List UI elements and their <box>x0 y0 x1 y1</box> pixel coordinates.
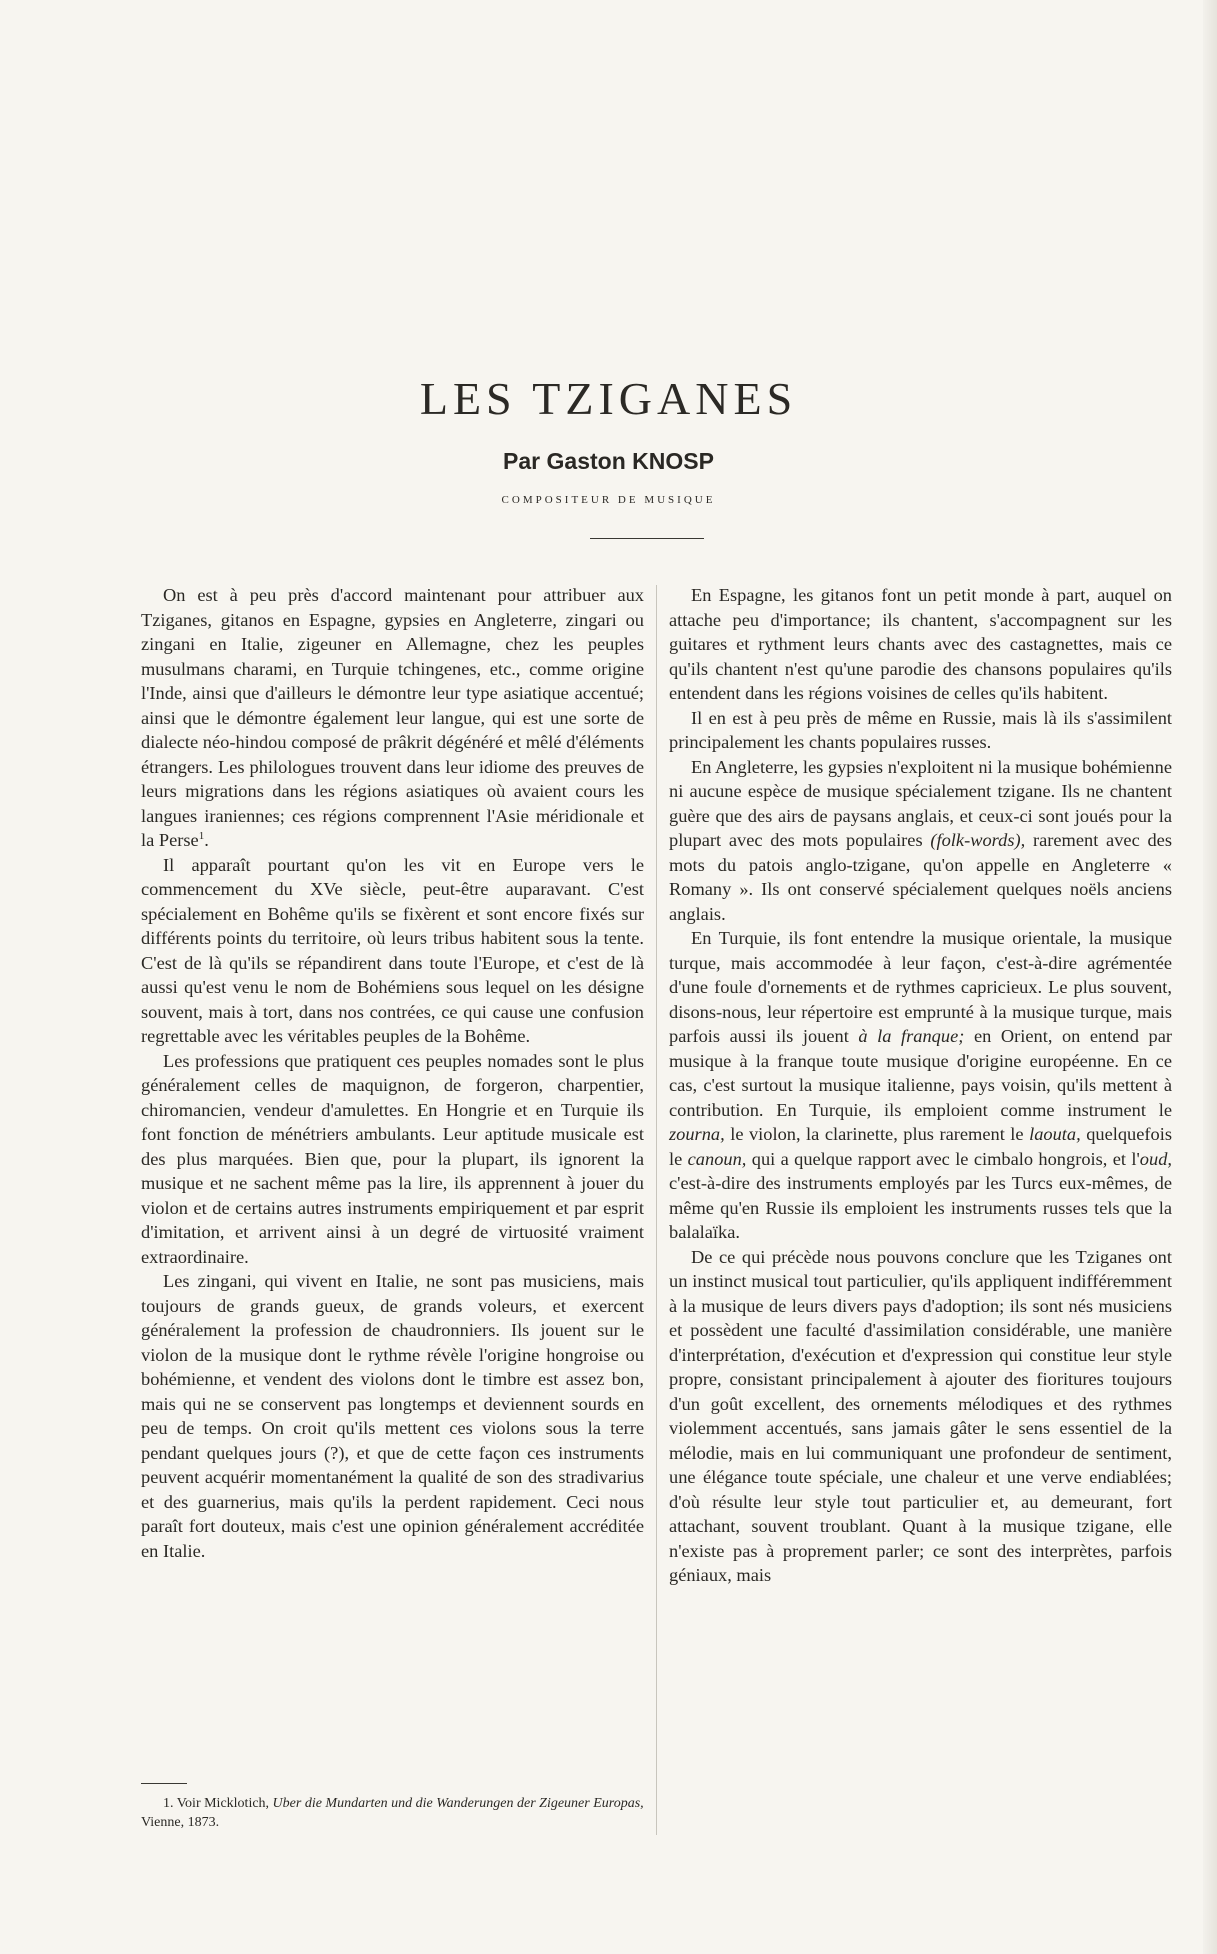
paragraph: Il apparaît pourtant qu'on les vit en Europe vers le commencement du XVe siècle, peut-être auparavant. C'est spécialement en Bohême qu'ils se fixèrent et sont encore fixés sur différents points du territoire, où leurs tribus habitent sous la tente. C'est de là qu'ils se répandirent dans toute l'Europe, et c'est de là aussi qu'est venu le nom de Bohémiens sous lequel on les désigne souvent, mais à tort, dans nos contrées, ce qui cause une confusion regrettable avec les véritables peuples de la Bohême. <box>141 854 644 1046</box>
italic-term: zourna, <box>669 1124 725 1144</box>
paragraph-text: le violon, la clarinette, plus rarement le <box>730 1124 1024 1144</box>
italic-term: laouta, <box>1029 1124 1081 1144</box>
paragraph-text: rarement avec des mots du patois anglo-tzigane, qu'on appelle en Angleterre « Romany ». Ils ont conservé spécialement quelques noëls anciens anglais. <box>669 830 1172 924</box>
footnote <box>141 1794 644 1832</box>
footnote-divider <box>141 1783 187 1784</box>
paragraph: Les professions que pratiquent ces peuples nomades sont le plus généralement celles de maquignon, de forgeron, charpentier, chiromancien, vendeur d'amulettes. En Hongrie et en Turquie ils font fonction de ménétriers ambulants. Leur aptitude musicale est des plus marquées. Bien que, pour la plupart, ils ignorent la musique et ne sachent même pas la lire, ils apprennent à jouer du violon et de certains autres instruments empiriquement et par esprit d'imitation, et arrivent ainsi à un degré de virtuosité vraiment extraordinaire. <box>141 1050 644 1267</box>
paragraph-text: en Orient, on entend par musique à la franque toute musique d'origine européenne. En ce cas, c'est surtout la musique italienne, pays voisin, qu'ils mettent à contribution. En Turquie, ils emploient comme instrument le <box>669 1026 1172 1120</box>
paragraph-text: quelquefois le <box>669 1124 1172 1169</box>
article-title: LES TZIGANES <box>419 373 798 424</box>
footnote-text: Voir Micklotich, <box>176 1796 270 1811</box>
column-divider <box>656 585 657 1835</box>
paragraph-text: c'est-à-dire des instruments employés par les Turcs eux-mêmes, de même qu'en Russie ils emploient les instruments russes tels que la balalaïka. <box>669 1173 1172 1242</box>
italic-term: à la franque; <box>858 1026 965 1046</box>
italic-term: oud, <box>1139 1148 1172 1169</box>
title-divider <box>590 538 704 539</box>
italic-term: canoun, <box>687 1148 747 1169</box>
paragraph-text: En Turquie, ils font entendre la musique orientale, la musique turque, mais accommodée à leur façon, c'est-à-dire agrémentée d'une foule d'ornements et de rythmes capricieux. Le plus souvent, disons-nous, leur répertoire est emprunté à la musique turque, mais parfois aussi ils jouent <box>669 928 1172 1046</box>
right-column <box>669 583 1172 1588</box>
author-byline: Par Gaston KNOSP <box>503 448 714 474</box>
paragraph-text: On est à peu près d'accord maintenant pour attribuer aux Tziganes, gitanos en Espagne, gypsies en Angleterre, zingari ou zingani en Italie, zigeuner en Allemagne, chez les peuples musulmans charami, en Turquie tchingenes, etc., comme origine l'Inde, ainsi que d'ailleurs le démontre leur type asiatique accentué; ainsi que le démontre également leur langue, qui est une sorte de dialecte néo-hindou composé de prâkrit dégénéré et mêlé d'éléments étrangers. Les philologues trouvent dans leur idiome des preuves de leurs migrations dans les régions asiatiques où avaient cours les langues iraniennes; ces régions comprennent l'Asie méridionale et la Perse <box>141 585 644 850</box>
footnote-cited-title: Uber die Mundarten und die Wanderungen der Zigeuner Europas, <box>272 1796 644 1811</box>
paragraph-text: En Angleterre, les gypsies n'exploitent ni la musique bohémienne ni aucune espèce de musique spécialement tzigane. Ils ne chantent guère que des airs de paysans anglais, et ceux-ci sont joués pour la plupart avec des mots populaires <box>669 756 1172 850</box>
left-column <box>141 583 644 1563</box>
paragraph-text: qui a quelque rapport avec le cimbalo hongrois, et l' <box>751 1148 1140 1169</box>
author-role: COMPOSITEUR DE MUSIQUE <box>501 494 716 506</box>
paragraph: Il en est à peu près de même en Russie, mais là ils s'assimilent principalement les chants populaires russes. <box>669 707 1172 752</box>
footnote-number: 1. <box>163 1796 174 1811</box>
paragraph <box>669 755 1172 927</box>
paragraph: On est à peu près d'accord maintenant pour attribuer aux Tziganes, gitanos en Espagne, gypsies en Angleterre, zingari ou zingani en Italie, zigeuner en Allemagne, chez les peuples musulmans charami, en Turquie tchingenes, etc., comme origine l'Inde, ainsi que d'ailleurs le démontre leur type asiatique accentué; ainsi que le démontre également leur langue, qui est une sorte de dialecte néo-hindou composé de prâkrit dégénéré et mêlé d'éléments étrangers. Les philologues trouvent dans leur idiome des preuves de leurs migrations dans les régions asiatiques où avaient cours les langues iraniennes; ces régions comprennent l'Asie méridionale et la Perse$^1$. <box>141 585 644 850</box>
footnote-text: Vienne, 1873. <box>141 1815 220 1830</box>
paragraph <box>669 926 1172 1245</box>
page-edge <box>1203 0 1217 1954</box>
footnote-reference: 1 <box>198 829 205 842</box>
italic-term: (folk-words), <box>930 830 1026 850</box>
paragraph: En Espagne, les gitanos font un petit monde à part, auquel on attache peu d'importance; ils chantent, s'accompagnent sur les guitares et rythment leurs chants avec des castagnettes, mais ce qu'ils chantent n'est qu'une parodie des chansons populaires qu'ils entendent dans les régions voisines de celles qu'ils habitent. <box>669 585 1172 703</box>
paragraph: De ce qui précède nous pouvons conclure que les Tziganes ont un instinct musical tout particulier, qu'ils appliquent indifféremment à la musique de leurs divers pays d'adoption; ils sont nés musiciens et possèdent une faculté d'assimilation considérable, une manière d'interprétation, d'exécution et d'expression qui constitue leur style propre, consistant principalement à ajouter des fioritures toujours d'un goût excellent, des ornements mélodiques et des rythmes violemment accentués, sans jamais gâter le sens essentiel de la mélodie, mais en lui communiquant une profondeur de sentiment, une élégance toute spéciale, une chaleur et une verve endiablées; d'où résulte leur style tout particulier et, au demeurant, fort attachant, souvent troublant. Quant à la musique tzigane, elle n'existe pas à proprement parler; ce sont des interprètes, parfois géniaux, mais <box>669 1246 1172 1585</box>
paragraph: Les zingani, qui vivent en Italie, ne sont pas musiciens, mais toujours de grands gueux, de grands voleurs, et exercent généralement la profession de chaudronniers. Ils jouent sur le violon de la musique dont le rythme révèle l'origine hongroise ou bohémienne, et vendent des violons dont le timbre est assez bon, mais qui ne se conservent pas longtemps et deviennent sourds en peu de temps. On croit qu'ils mettent ces violons sous la terre pendant quelques jours (?), et que de cette façon ces instruments peuvent acquérir momentanément la qualité de son des stradivarius et des guarnerius, mais qu'ils la perdent rapidement. Ceci nous paraît fort douteux, mais c'est une opinion généralement accréditée en Italie. <box>141 1271 644 1561</box>
